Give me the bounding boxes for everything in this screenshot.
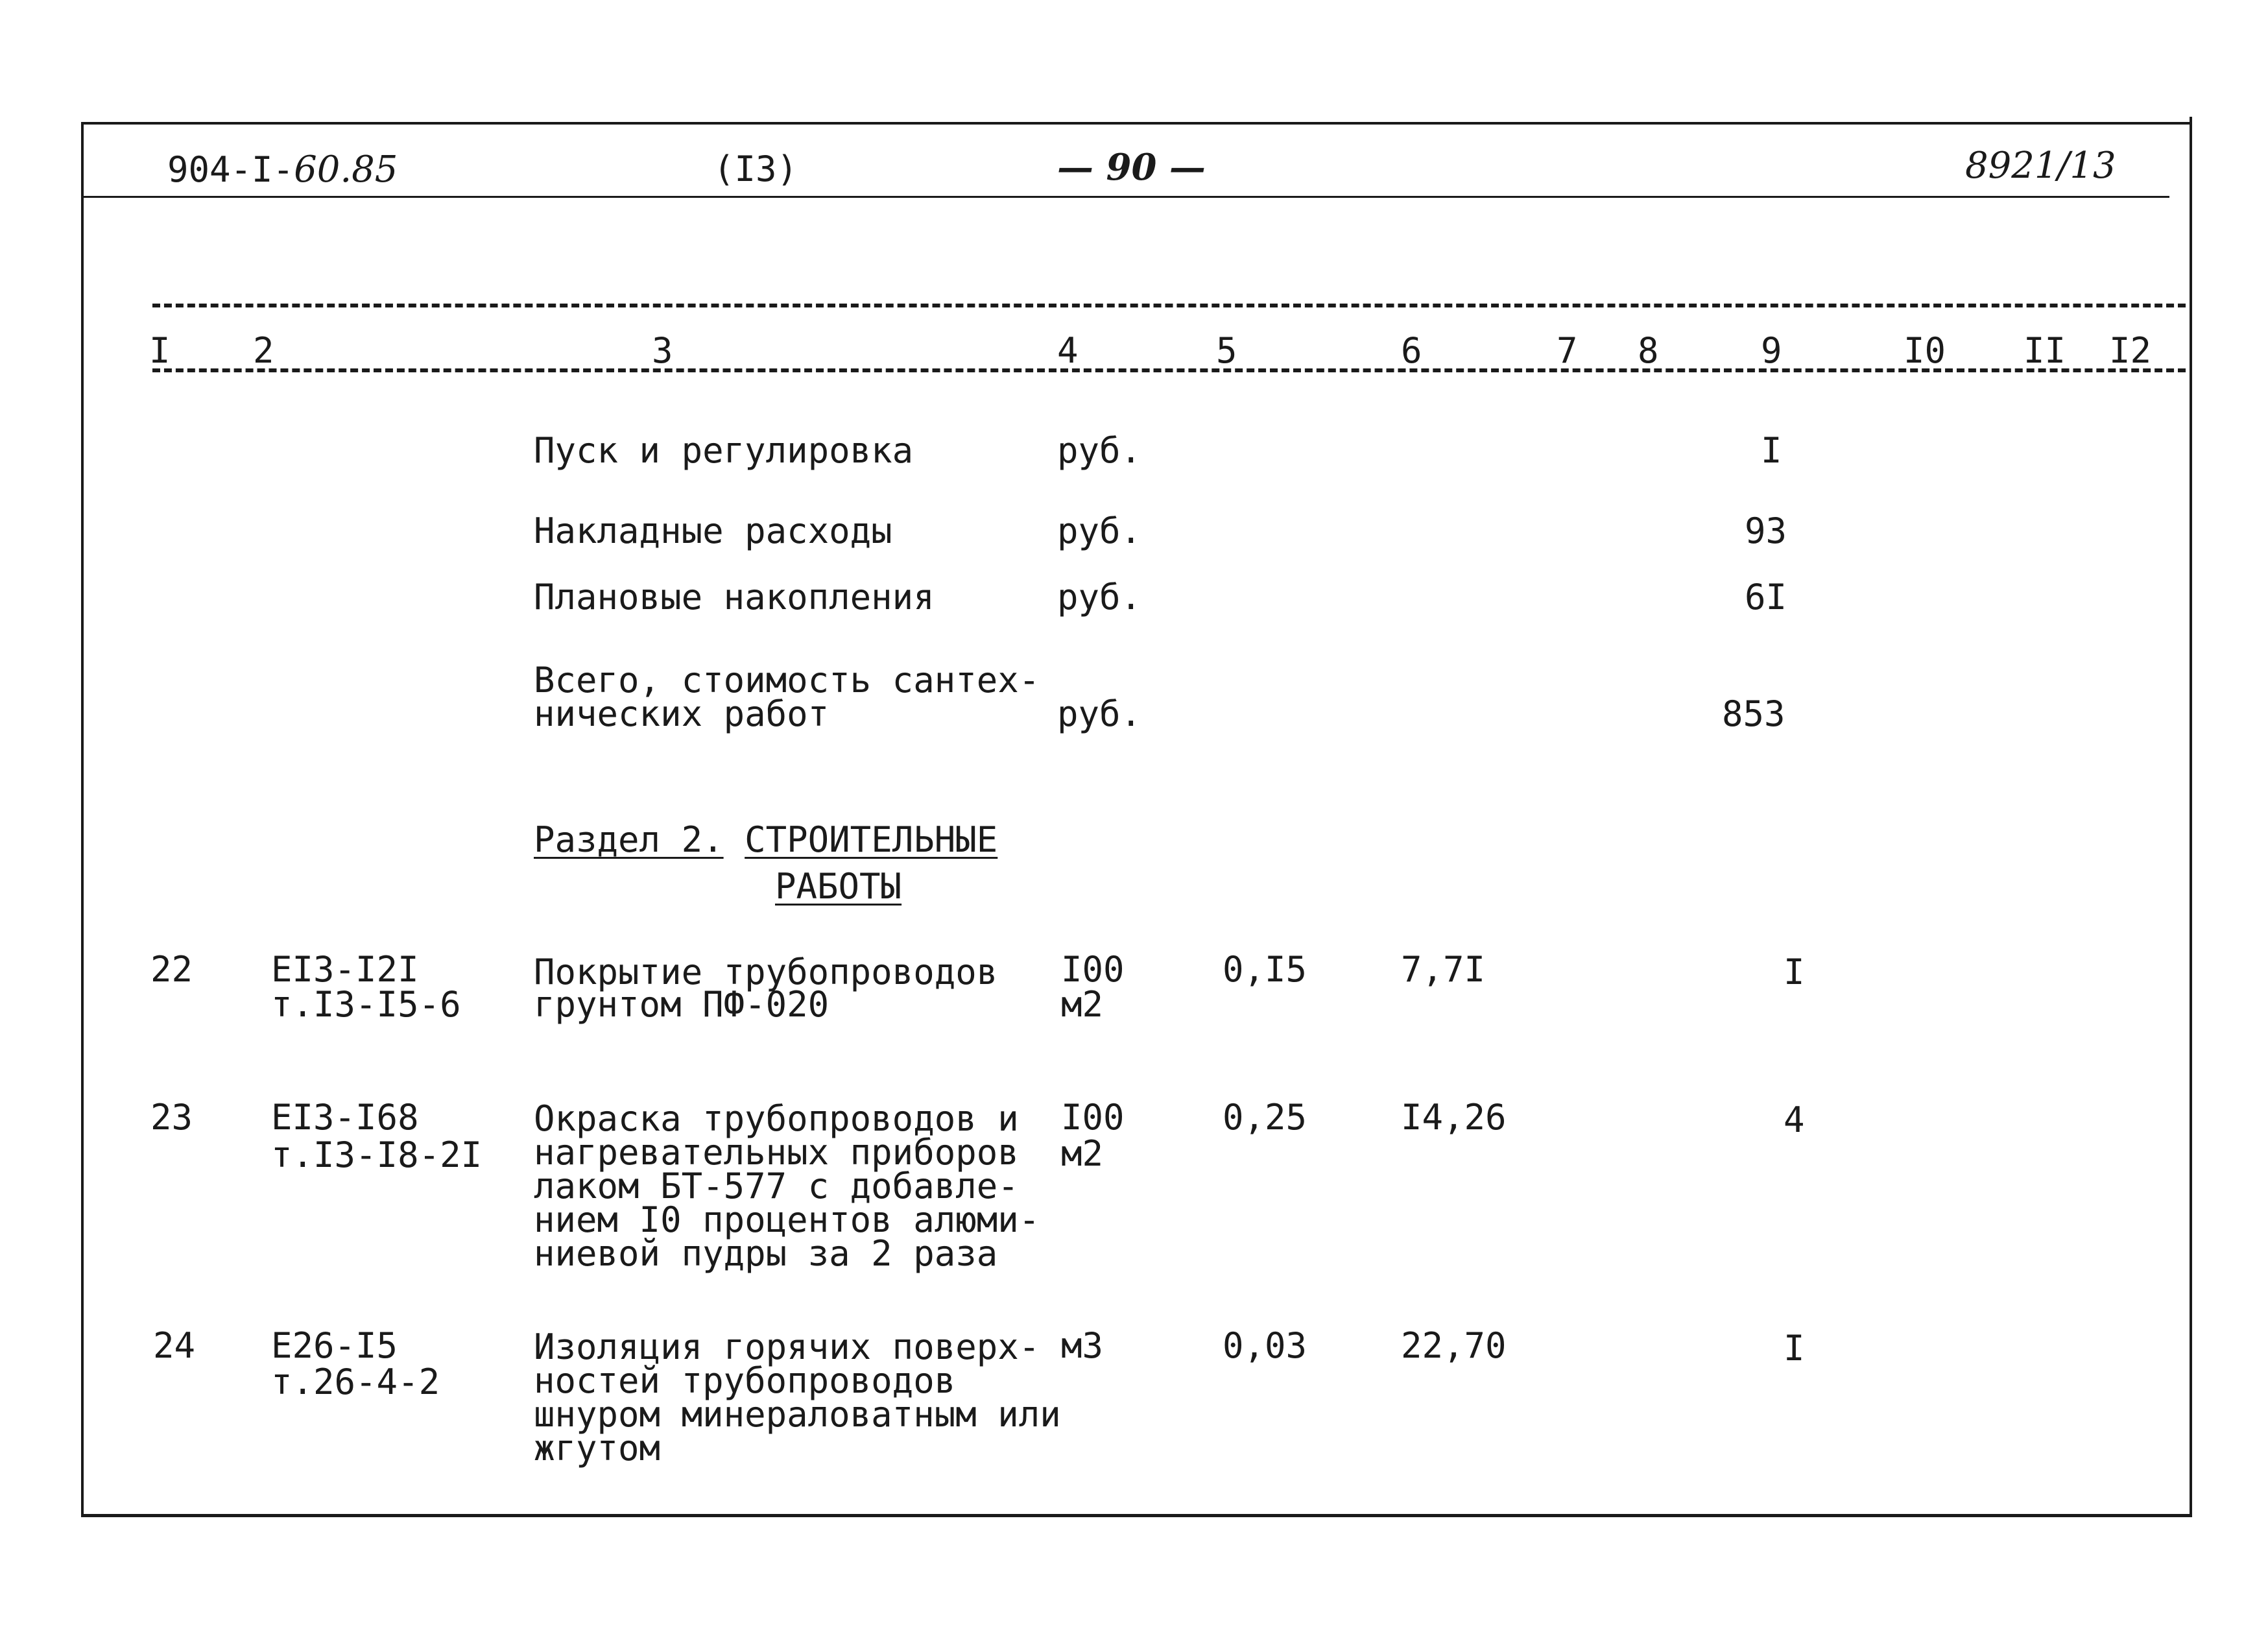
item-23-unit-line-2: м2 — [1061, 1133, 1104, 1174]
summary-unit-3: руб. — [1057, 577, 1142, 618]
summary-name-4-line-1: Всего, стоимость сантех- — [534, 660, 1040, 701]
summary-unit-4: руб. — [1057, 693, 1142, 734]
summary-unit-1: руб. — [1057, 430, 1142, 471]
frame-header-line — [81, 196, 2169, 198]
col-number-11: II — [2023, 330, 2066, 371]
doc-code-handwritten: 60.85 — [294, 149, 398, 191]
item-23-desc-line-5: ниевой пудры за 2 раза — [534, 1233, 998, 1274]
item-22-total: I — [1784, 952, 1805, 992]
item-22-number: 22 — [150, 949, 193, 990]
section-title-line-1: СТРОИТЕЛЬНЫЕ — [745, 819, 998, 860]
item-24-desc-line-4: жгутом — [534, 1428, 661, 1469]
col-number-7: 7 — [1557, 330, 1578, 371]
item-23-desc-line-4: нием I0 процентов алюми- — [534, 1199, 1040, 1240]
item-23-desc-line-2: нагревательных приборов — [534, 1132, 1019, 1173]
item-24-unit: м3 — [1061, 1325, 1104, 1366]
item-24-number: 24 — [153, 1325, 196, 1366]
summary-name-1: Пуск и регулировка — [534, 430, 914, 471]
item-23-price: I4,26 — [1401, 1097, 1507, 1138]
summary-value-2: 93 — [1745, 510, 1787, 551]
item-24-desc-line-3: шнуром минераловатным или — [534, 1394, 1061, 1435]
page-number: — 90 — — [1057, 146, 1206, 189]
item-24-total: I — [1784, 1328, 1805, 1369]
frame-left-line — [81, 122, 84, 1517]
item-23-code-line-2: т.I3-I8-2I — [271, 1134, 483, 1175]
section-prefix: Раздел 2. — [534, 819, 724, 860]
column-header-dashed-top — [152, 304, 2186, 307]
col-number-6: 6 — [1401, 330, 1422, 371]
summary-value-3: 6I — [1745, 577, 1787, 618]
item-23-desc-line-3: лаком БТ-577 с добавле- — [534, 1166, 1019, 1206]
col-number-3: 3 — [652, 330, 673, 371]
doc-code: 904-I-60.85 — [167, 149, 398, 191]
summary-value-1: I — [1761, 430, 1782, 471]
frame-right-line — [2190, 117, 2192, 1517]
item-24-price: 22,70 — [1401, 1325, 1507, 1366]
item-22-code-line-2: т.I3-I5-6 — [271, 984, 461, 1025]
item-22-desc-line-1: Покрытие трубопроводов — [534, 952, 998, 992]
item-23-number: 23 — [150, 1097, 193, 1138]
col-number-9: 9 — [1761, 330, 1782, 371]
col-number-2: 2 — [253, 330, 274, 371]
col-number-4: 4 — [1057, 330, 1079, 371]
column-header-dashed-bottom — [152, 368, 2186, 372]
item-22-price: 7,7I — [1401, 949, 1486, 990]
archive-number: 8921/13 — [1965, 145, 2116, 187]
summary-value-4: 853 — [1722, 693, 1785, 734]
item-24-code-line-1: E26-I5 — [271, 1325, 398, 1366]
summary-name-4-line-2: нических работ — [534, 693, 830, 734]
frame-bottom-line — [81, 1514, 2192, 1517]
summary-name-3: Плановые накопления — [534, 577, 935, 618]
item-23-desc-line-1: Окраска трубопроводов и — [534, 1098, 1019, 1139]
item-24-desc-line-1: Изоляция горячих поверх- — [534, 1326, 1040, 1367]
item-22-desc-line-2: грунтом ПФ-020 — [534, 984, 830, 1025]
item-22-unit-line-2: м2 — [1061, 984, 1104, 1025]
col-number-10: I0 — [1904, 330, 1946, 371]
item-24-code-line-2: т.26-4-2 — [271, 1362, 440, 1402]
summary-name-2: Накладные расходы — [534, 510, 892, 551]
item-23-code-line-1: EI3-I68 — [271, 1097, 419, 1138]
item-22-unit-line-1: I00 — [1061, 949, 1125, 990]
item-24-desc-line-2: ностей трубопроводов — [534, 1360, 956, 1401]
item-23-total: 4 — [1784, 1099, 1805, 1140]
section-title-line-2: РАБОТЫ — [775, 866, 902, 907]
col-number-8: 8 — [1638, 330, 1659, 371]
sheet-number: (I3) — [713, 149, 798, 189]
col-number-5: 5 — [1216, 330, 1237, 371]
summary-unit-2: руб. — [1057, 510, 1142, 551]
item-22-quantity: 0,I5 — [1223, 949, 1307, 990]
item-24-quantity: 0,03 — [1223, 1325, 1307, 1366]
frame-top-line — [81, 122, 2192, 125]
item-23-quantity: 0,25 — [1223, 1097, 1307, 1138]
item-22-code-line-1: EI3-I2I — [271, 949, 419, 990]
item-23-unit-line-1: I00 — [1061, 1097, 1125, 1138]
col-number-1: I — [149, 330, 171, 371]
col-number-12: I2 — [2109, 330, 2152, 371]
section-heading-line-1 — [534, 819, 998, 860]
